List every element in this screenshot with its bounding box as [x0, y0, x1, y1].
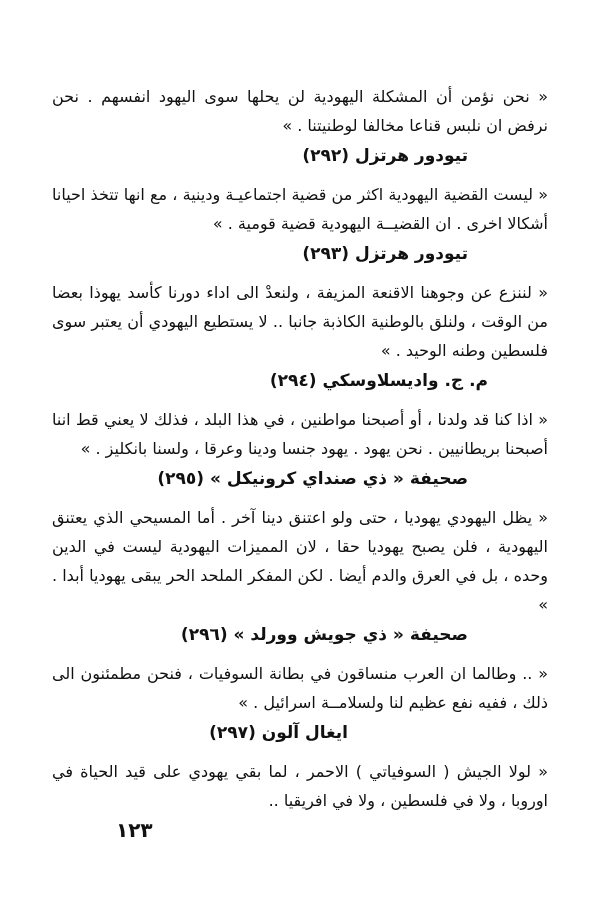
quote-source: تيودور هرتزل (٢٩٢) [302, 146, 468, 166]
page-body [52, 82, 548, 815]
quote-source: م. ج. واديسلاوسكي (٢٩٤) [269, 371, 488, 391]
quote-text: « ليست القضية اليهودية اكثر من قضية اجتماعيـة ودينية ، مع انها تتخذ احيانا أشكالا اخرى . ان القضيــة اليهودية قضية قومية . » [52, 185, 548, 233]
quote-source: صحيفة « ذي صنداي كرونيكل » (٢٩٥) [157, 469, 468, 489]
quote-text: « .. وطالما ان العرب منساقون في بطانة السوفيات ، فنحن مطمئنون الى ذلك ، ففيه نفع عظيم لنا ولسلامــة اسرائيل . » [52, 664, 548, 712]
quote-source: صحيفة « ذي جويش وورلد » (٢٩٦) [180, 625, 468, 645]
quote-source: ايغال آلون (٢٩٧) [209, 723, 348, 743]
quote-text: « لولا الجيش ( السوفياتي ) الاحمر ، لما بقي يهودي على قيد الحياة في اوروبا ، ولا في فلسطين ، ولا في افريقيا .. [52, 762, 548, 810]
quote-text: « لننزع عن وجوهنا الاقنعة المزيفة ، ولنعدْ الى اداء دورنا كأسد يهوذا بعضا من الوقت ، ولنلق بالوطنية الكاذبة جانبا .. لا يستطيع اليهودي أن يعتبر سوى فلسطين وطنه الوحيد . » [52, 283, 548, 360]
quote-source: تيودور هرتزل (٢٩٣) [302, 244, 468, 264]
quote-text: « اذا كنا قد ولدنا ، أو أصبحنا مواطنين ، في هذا البلد ، فذلك لا يعني قط اننا أصبحنا بريطانيين . نحن يهود . يهود جنسا ودينا وعرقا ، ولسنا بانكليز . » [52, 410, 548, 458]
page-number: ١٢٣ [116, 818, 153, 842]
quote-text: « يظل اليهودي يهوديا ، حتى ولو اعتنق دينا آخر . أما المسيحي الذي يعتنق اليهودية ، فلن يصبح يهوديا حقا ، لان المميزات اليهودية ليست في الدين وحده ، بل في العرق والدم أيضا . لكن المفكر الملحد الحر يبقى يهوديا أبدا . » [52, 508, 548, 614]
quote-text: « نحن نؤمن أن المشكلة اليهودية لن يحلها سوى اليهود انفسهم . نحن نرفض ان نلبس قناعا مخالفا لوطنيتنا . » [52, 87, 548, 135]
